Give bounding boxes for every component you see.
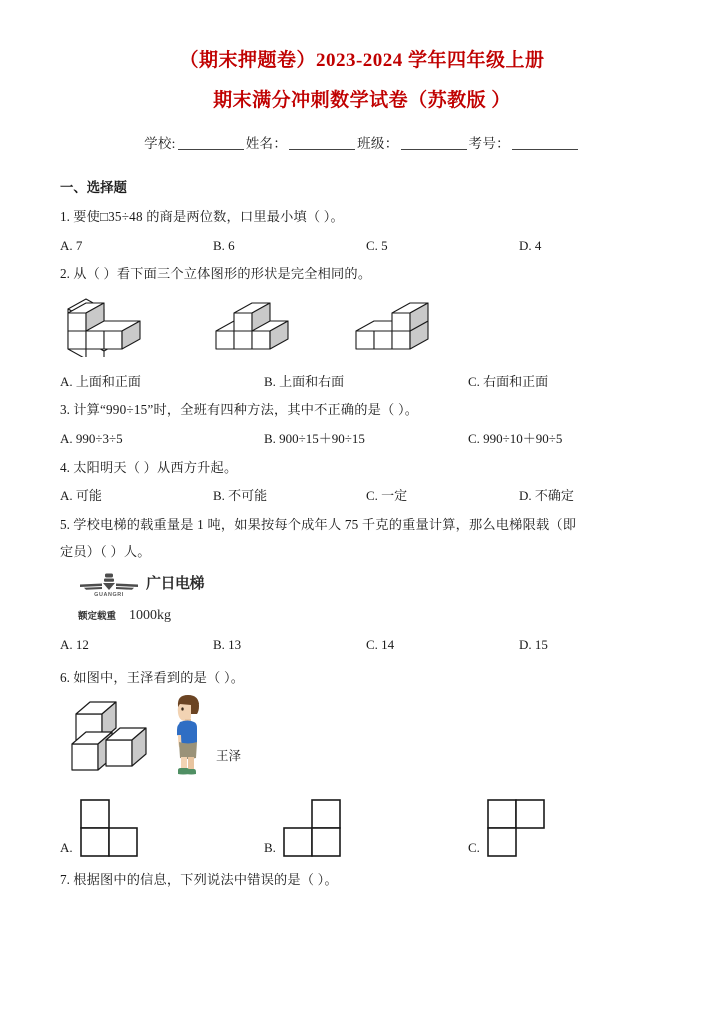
name-field-blank[interactable] [289, 149, 355, 150]
question-4-option-c[interactable] [366, 486, 519, 506]
option-a-label: A. [60, 237, 73, 253]
question-7 [60, 870, 672, 890]
question-6-option-a[interactable] [60, 798, 264, 860]
grid-shape-b [282, 798, 344, 860]
elevator-brand-name: 广日电梯 [146, 575, 205, 593]
section-heading-choice: 一、选择题 [60, 179, 127, 195]
question-7-number: 7. [60, 871, 70, 887]
page-title-line-2: 期末满分冲刺数学试卷（苏教版 ） [213, 90, 511, 112]
question-3 [60, 400, 672, 420]
question-4-text: 太阳明天（ ）从西方升起。 [73, 459, 238, 475]
question-4 [60, 458, 672, 478]
option-c-value: 14 [381, 636, 395, 652]
option-b-label: B. [213, 237, 225, 253]
option-a-label: A. [60, 431, 73, 447]
page-header [0, 46, 724, 152]
option-c-value: 5 [381, 237, 388, 253]
question-1-option-c[interactable] [366, 236, 519, 256]
question-2-option-b[interactable] [264, 372, 468, 392]
elevator-rated-label: 额定载重 [78, 610, 117, 622]
question-3-number: 3. [60, 402, 70, 418]
option-c-label: C. [467, 431, 480, 447]
option-d-label: D. [519, 636, 532, 652]
option-b-value: 900÷15＋90÷15 [279, 431, 365, 447]
question-5-option-a[interactable] [60, 635, 213, 655]
option-c-label: C. [467, 373, 480, 389]
option-c-label: C. [366, 636, 378, 652]
boy-standing-facing-left [166, 692, 212, 788]
question-2-number: 2. [60, 266, 70, 282]
question-1-option-b[interactable] [213, 236, 366, 256]
question-1-options [60, 236, 672, 256]
class-field-blank[interactable] [401, 149, 467, 150]
question-4-options [60, 486, 672, 506]
cube-figure-middle-top [210, 291, 340, 363]
question-3-option-c[interactable] [468, 429, 672, 449]
question-3-option-a[interactable] [60, 429, 264, 449]
question-1-option-d[interactable] [519, 236, 672, 256]
name-field-label: 姓名： [245, 135, 288, 151]
question-3-option-b[interactable] [264, 429, 468, 449]
elevator-rating-plate [78, 572, 238, 626]
elevator-brand-sub-text: GUANGRI [94, 591, 124, 598]
elevator-rated-value: 1000kg [129, 607, 172, 623]
question-4-number: 4. [60, 459, 70, 475]
option-b-label: B. [263, 431, 276, 447]
question-3-text: 计算“990÷15”时，全班有四种方法，其中不正确的是（ ）。 [73, 402, 419, 418]
question-5-number: 5. [60, 516, 70, 532]
option-d-value: 15 [534, 636, 548, 652]
option-a-value: 12 [75, 636, 89, 652]
class-field-label: 班级： [357, 135, 399, 151]
question-5-option-b[interactable] [213, 635, 366, 655]
question-2-option-a[interactable] [60, 372, 264, 392]
school-field-blank[interactable] [178, 149, 244, 150]
question-4-option-d[interactable] [519, 486, 672, 506]
elevator-rated-row [78, 605, 238, 626]
question-6-text: 如图中，王泽看到的是（ ）。 [73, 670, 245, 686]
question-4-option-a[interactable] [60, 486, 213, 506]
three-cube-L-arrangement [66, 696, 158, 788]
question-5-text-line-2: 定员）（ ）人。 [60, 543, 151, 559]
option-a-value: 7 [75, 237, 83, 253]
exam-number-field-label: 考号： [468, 135, 510, 151]
option-d-label: D. [519, 237, 532, 253]
elevator-brand-row [78, 572, 238, 598]
option-b-label: B. [213, 488, 225, 504]
option-b-label: B. [263, 840, 276, 856]
question-6 [60, 668, 672, 688]
question-1-number: 1. [60, 208, 70, 224]
question-5 [60, 515, 672, 535]
option-a-value: 上面和正面 [75, 373, 141, 389]
question-6-scene [66, 696, 672, 788]
option-b-value: 13 [228, 636, 242, 652]
question-6-number: 6. [60, 670, 70, 686]
exam-content [52, 178, 672, 890]
guangri-wings-logo [78, 572, 140, 598]
option-a-label: A. [60, 488, 73, 504]
question-5-continued [60, 542, 672, 562]
option-a-label: A. [60, 840, 73, 856]
option-c-value: 一定 [381, 488, 408, 504]
question-1 [60, 207, 672, 227]
question-2-figures [62, 291, 672, 363]
option-c-value: 990÷10＋90÷5 [483, 431, 563, 447]
option-b-value: 6 [228, 237, 235, 253]
option-b-value: 上面和右面 [279, 373, 345, 389]
option-c-value: 右面和正面 [483, 373, 549, 389]
question-5-option-c[interactable] [366, 635, 519, 655]
grid-shape-a [79, 798, 141, 860]
option-a-label: A. [60, 373, 73, 389]
question-4-option-b[interactable] [213, 486, 366, 506]
question-2-text: 从（ ）看下面三个立体图形的形状是完全相同的。 [73, 266, 372, 282]
page-title-line-1: （期末押题卷）2023-2024 学年四年级上册 [179, 50, 545, 71]
option-c-label: C. [366, 488, 378, 504]
option-c-label: C. [366, 237, 378, 253]
question-3-options [60, 429, 672, 449]
question-5-option-d[interactable] [519, 635, 672, 655]
person-name-label: 王泽 [216, 749, 242, 764]
question-5-options [60, 635, 672, 655]
option-b-label: B. [213, 636, 225, 652]
question-6-grid-options [60, 798, 672, 860]
option-a-value: 可能 [75, 488, 102, 504]
option-c-label: C. [467, 840, 480, 856]
question-1-option-a[interactable] [60, 236, 213, 256]
option-d-value: 不确定 [534, 488, 574, 504]
question-2-options [60, 372, 672, 392]
option-b-value: 不可能 [228, 488, 268, 504]
option-a-label: A. [60, 636, 73, 652]
exam-number-field-blank[interactable] [512, 149, 578, 150]
option-b-label: B. [263, 373, 276, 389]
question-5-text-line-1: 学校电梯的载重量是 1 吨，如果按每个成年人 75 千克的重量计算，那么电梯限载（即 [73, 516, 577, 532]
option-d-label: D. [519, 488, 532, 504]
cube-figure-left-top [62, 291, 192, 363]
question-6-option-b[interactable] [264, 798, 468, 860]
question-7-text: 根据图中的信息，下列说法中错误的是（ ）。 [73, 871, 338, 887]
cube-figure-right-top [350, 291, 480, 363]
option-a-value: 990÷3÷5 [75, 431, 123, 447]
grid-shape-c [486, 798, 548, 860]
question-2 [60, 264, 672, 284]
question-6-option-c[interactable] [468, 798, 672, 860]
school-field-label: 学校: [144, 135, 176, 151]
question-1-text: 要使□35÷48 的商是两位数，口里最小填（ ）。 [73, 208, 344, 224]
question-2-option-c[interactable] [468, 372, 672, 392]
student-info-line [0, 132, 724, 152]
option-d-value: 4 [534, 237, 542, 253]
